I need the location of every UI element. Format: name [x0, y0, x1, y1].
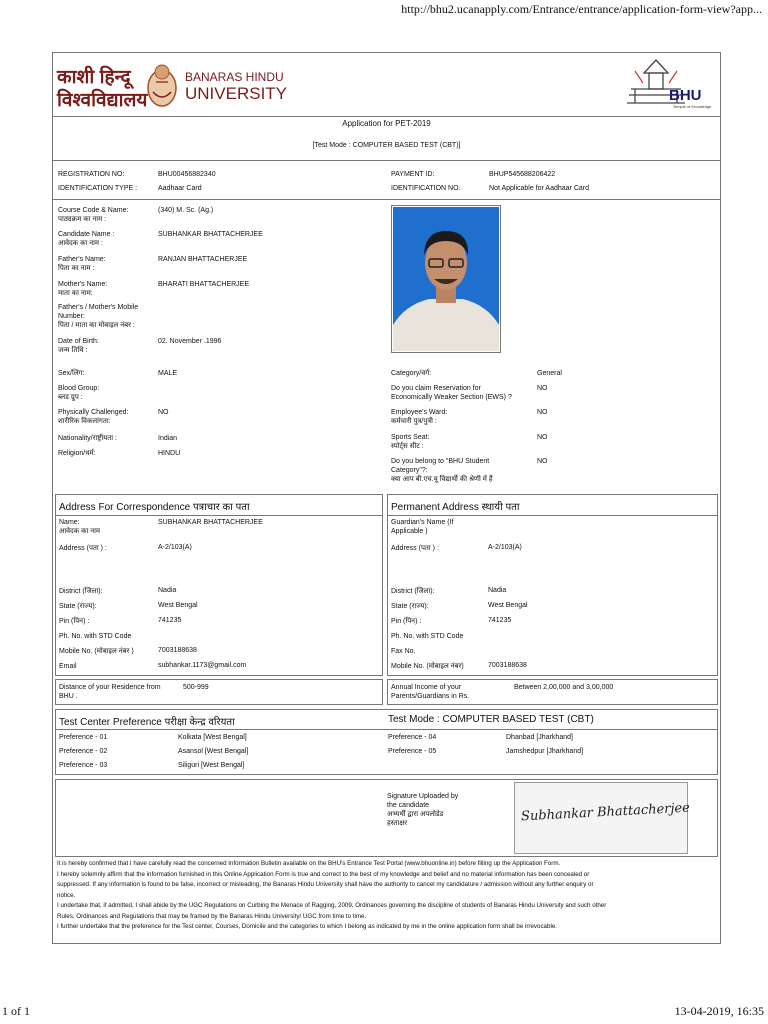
father-value: RANJAN BHATTACHERJEE: [158, 256, 248, 263]
course-value: (340) M. Sc. (Ag.): [158, 207, 214, 214]
perm-state-label: State (राज्य):: [391, 603, 429, 610]
income-label-2: Parents/Guardians in Rs.: [391, 693, 470, 700]
nationality-label: Nationality/राष्ट्रीयता :: [58, 435, 117, 442]
category-label: Category/वर्ग:: [391, 370, 432, 377]
logo-text-line1: BANARAS HINDU: [185, 70, 284, 84]
registration-label: REGISTRATION NO:: [58, 171, 125, 178]
corr-mobile-value: 7003188638: [158, 647, 197, 654]
divider: [56, 515, 382, 516]
father-label-hindi: पिता का नाम :: [58, 265, 95, 272]
bhu-student-value: NO: [537, 458, 548, 465]
physically-challenged-value: NO: [158, 409, 169, 416]
employee-ward-label: Employee's Ward:: [391, 409, 448, 416]
print-timestamp: 13-04-2019, 16:35: [674, 1004, 764, 1018]
perm-district-label: District (जिला):: [391, 588, 435, 595]
bhu-brand-tagline: Temple of Knowledge: [673, 104, 712, 109]
preference-05-value: Jamshedpur [Jharkhand]: [506, 748, 584, 755]
declaration-line: Rules, Ordinances and Regulations that may be framed by the Banaras Hindu University/ UGC from time to time.: [57, 912, 367, 920]
identification-type-label: IDENTIFICATION TYPE :: [58, 185, 138, 192]
bhu-student-label-2: Category"?:: [391, 467, 428, 474]
signature-label-hindi: अभ्यर्थी द्वारा अपलोडेड: [387, 811, 444, 818]
ews-value: NO: [537, 385, 548, 392]
test-mode-title: Test Mode : COMPUTER BASED TEST (CBT): [388, 714, 594, 725]
signature-label: Signature Uploaded by: [387, 793, 459, 800]
religion-value: HINDU: [158, 450, 181, 457]
preference-02-label: Preference - 02: [59, 748, 108, 755]
bhu-student-label-hindi: क्या आप बी.एच.यू विद्यार्थी की श्रेणी में हैं: [391, 476, 493, 483]
preference-01-value: Kolkata [West Bengal]: [178, 734, 247, 741]
course-label-hindi: पाठ्यक्रम का नाम :: [58, 216, 107, 223]
divider: [53, 199, 720, 200]
corr-mobile-label: Mobile No. (मोबाइल नंबर ): [59, 648, 134, 655]
preference-01-label: Preference - 01: [59, 734, 108, 741]
corr-address-label: Address (पता ) :: [59, 545, 107, 552]
perm-fax-label: Fax No.: [391, 648, 416, 655]
divider: [56, 729, 717, 730]
perm-pin-value: 741235: [488, 617, 512, 624]
perm-mobile-label: Mobile No. (मोबाइल नंबर): [391, 663, 464, 670]
hindi-name-line2: विश्वविद्यालय: [57, 90, 148, 111]
bhu-brand: BHU: [669, 87, 702, 104]
distance-label: Distance of your Residence from: [59, 684, 161, 691]
sports-seat-label: Sports Seat:: [391, 434, 430, 441]
payment-label: PAYMENT ID:: [391, 171, 435, 178]
perm-district-value: Nadia: [488, 587, 507, 594]
test-center-box: [55, 709, 718, 775]
declaration-line: I undertake that, if admitted, I shall abide by the UGC Regulations on Curbing the Menace of Ragging, 2009, Ordinances governing the discipline of students of Banaras Hindu University and such other: [57, 902, 607, 909]
employee-ward-value: NO: [537, 409, 548, 416]
candidate-photo: [391, 205, 501, 353]
university-header: [53, 53, 720, 117]
mother-value: BHARATI BHATTACHERJEE: [158, 281, 250, 288]
distance-box: [55, 679, 383, 705]
identification-no-label: IDENTIFICATION NO.: [391, 185, 461, 192]
parent-mobile-label-2: Number:: [58, 313, 85, 320]
father-label: Father's Name:: [58, 256, 106, 263]
sex-label: Sex/लिंग:: [58, 370, 85, 377]
candidate-signature-image: [514, 782, 691, 854]
corr-name-label-hindi: आवेदक का नाम: [59, 528, 101, 535]
divider: [53, 160, 720, 161]
correspondence-address-box: [55, 494, 383, 676]
nationality-value: Indian: [158, 435, 178, 442]
divider: [388, 515, 717, 516]
corr-district-label: District (जिला):: [59, 588, 103, 595]
candidate-portrait-icon: [393, 207, 499, 351]
preference-03-label: Preference - 03: [59, 762, 108, 769]
signature-handwriting: Subhankar Bhattacherjee: [520, 800, 691, 825]
corr-state-value: West Bengal: [158, 602, 198, 609]
hindi-name-line1: काशी हिन्दू: [57, 67, 131, 88]
declaration-line: suppressed. If any information is found to be false, incorrect or misleading, the Banaras Hindu University shall have the authority to cancel my candidature / admission without any further enquiry or: [57, 881, 594, 888]
category-value: General: [537, 370, 562, 377]
university-seal-icon: [145, 58, 179, 110]
mother-label-hindi: माता का नाम:: [58, 290, 93, 297]
perm-mobile-value: 7003188638: [488, 662, 527, 669]
test-center-title: Test Center Preference परीक्षा केन्द्र वरियता: [59, 717, 235, 728]
course-label: Course Code & Name:: [58, 207, 129, 214]
form-test-mode: [Test Mode : COMPUTER BASED TEST (CBT)]: [312, 142, 461, 149]
page-count: 1 of 1: [2, 1004, 30, 1018]
corr-district-value: Nadia: [158, 587, 177, 594]
guardian-label: Guardian's Name (If: [391, 519, 454, 526]
page-url: http://bhu2.ucanapply.com/Entrance/entrance/application-form-view?app...: [401, 2, 762, 16]
declaration-line: I hereby solemnly affirm that the information furnished in this Online Application Form is true and correct to the best of my knowledge and belief and no material information has been concealed or: [57, 870, 590, 878]
bhu-student-label: Do you belong to "BHU Student: [391, 458, 490, 465]
corr-pin-label: Pin (पिन) :: [59, 618, 90, 625]
corr-address-value: A-2/103(A): [158, 544, 192, 551]
ews-label-2: Economically Weaker Section (EWS) ?: [391, 394, 512, 401]
parent-mobile-label-hindi: पिता / माता का मोबाइल नंबर :: [58, 322, 135, 329]
sex-value: MALE: [158, 370, 178, 377]
declaration: [57, 859, 717, 933]
sports-seat-value: NO: [537, 434, 548, 441]
logo-text-line2: UNIVERSITY: [185, 84, 288, 103]
permanent-address-box: [387, 494, 718, 676]
corr-name-value: SUBHANKAR BHATTACHERJEE: [158, 519, 263, 526]
candidate-value: SUBHANKAR BHATTACHERJEE: [158, 231, 263, 238]
preference-02-value: Asansol [West Bengal]: [178, 748, 249, 755]
physically-challenged-label-hindi: शारीरिक विकलांगता:: [58, 418, 111, 425]
permanent-title: Permanent Address स्थायी पता: [391, 502, 520, 513]
preference-04-value: Dhanbad [Jharkhand]: [506, 734, 573, 741]
income-box: [387, 679, 718, 705]
payment-value: BHUP545688206422: [489, 171, 556, 178]
perm-phone-label: Ph. No. with STD Code: [391, 633, 464, 640]
dob-value: 02. November .1996: [158, 338, 222, 345]
income-label: Annual Income of your: [391, 684, 462, 691]
preference-03-value: Siliguri [West Bengal]: [178, 762, 245, 769]
identification-type-value: Aadhaar Card: [158, 185, 202, 192]
dob-label-hindi: जन्म तिथि :: [58, 347, 88, 354]
ews-label: Do you claim Reservation for: [391, 385, 481, 392]
religion-label: Religion/धर्म:: [58, 450, 96, 457]
candidate-label: Candidate Name :: [58, 231, 115, 238]
mother-label: Mother's Name:: [58, 281, 108, 288]
perm-state-value: West Bengal: [488, 602, 528, 609]
perm-address-value: A-2/103(A): [488, 544, 522, 551]
candidate-label-hindi: आवेदक का नाम :: [58, 240, 103, 247]
dob-label: Date of Birth:: [58, 338, 99, 345]
declaration-line: I further undertake that the preference for the Test center, Courses, Domicile and the categories to which I belong as indicated by me in the online application form shall be irrevocable.: [57, 923, 557, 930]
registration-value: BHU00456882340: [158, 171, 216, 178]
perm-address-label: Address (पता ) :: [391, 545, 439, 552]
signature-label-hindi-2: हस्ताक्षर: [387, 820, 408, 827]
perm-pin-label: Pin (पिन) :: [391, 618, 422, 625]
parent-mobile-label: Father's / Mother's Mobile: [58, 304, 139, 311]
corr-email-value: subhankar.1173@gmail.com: [158, 662, 247, 669]
application-sheet: [52, 52, 721, 944]
identification-no-value: Not Applicable for Aadhaar Card: [489, 185, 590, 192]
employee-ward-label-hindi: कर्मचारी पुत्र/पुत्री :: [391, 418, 437, 425]
blood-label-hindi: ब्लड ग्रुप :: [58, 394, 83, 401]
income-value: Between 2,00,000 and 3,00,000: [514, 684, 614, 691]
correspondence-title: Address For Correspondence पत्राचार का पता: [59, 502, 250, 513]
corr-pin-value: 741235: [158, 617, 182, 624]
distance-value: 500-999: [183, 684, 209, 691]
form-title: Application for PET-2019: [342, 119, 431, 128]
corr-email-label: Email: [59, 663, 77, 670]
declaration-line: It is hereby confirmed that I have carefully read the concerned Information Bulletin available on the BHU's Entrance Test Portal (www.bhuonline.in) before filling up the Application Form.: [57, 860, 561, 867]
signature-label-2: the candidate: [387, 802, 430, 809]
sports-seat-label-hindi: स्पोर्ट्स सीट :: [391, 443, 424, 450]
corr-name-label: Name:: [59, 519, 80, 526]
physically-challenged-label: Physically Challenged:: [58, 409, 129, 416]
corr-phone-label: Ph. No. with STD Code: [59, 633, 132, 640]
bhu-logo: [623, 57, 715, 113]
declaration-line: notice.: [57, 891, 76, 899]
corr-state-label: State (राज्य):: [59, 603, 97, 610]
blood-label: Blood Group:: [58, 385, 100, 392]
distance-label-2: BHU .: [59, 693, 78, 700]
preference-04-label: Preference - 04: [388, 734, 437, 741]
guardian-label-2: Applicable ): [391, 528, 428, 535]
preference-05-label: Preference - 05: [388, 748, 437, 755]
